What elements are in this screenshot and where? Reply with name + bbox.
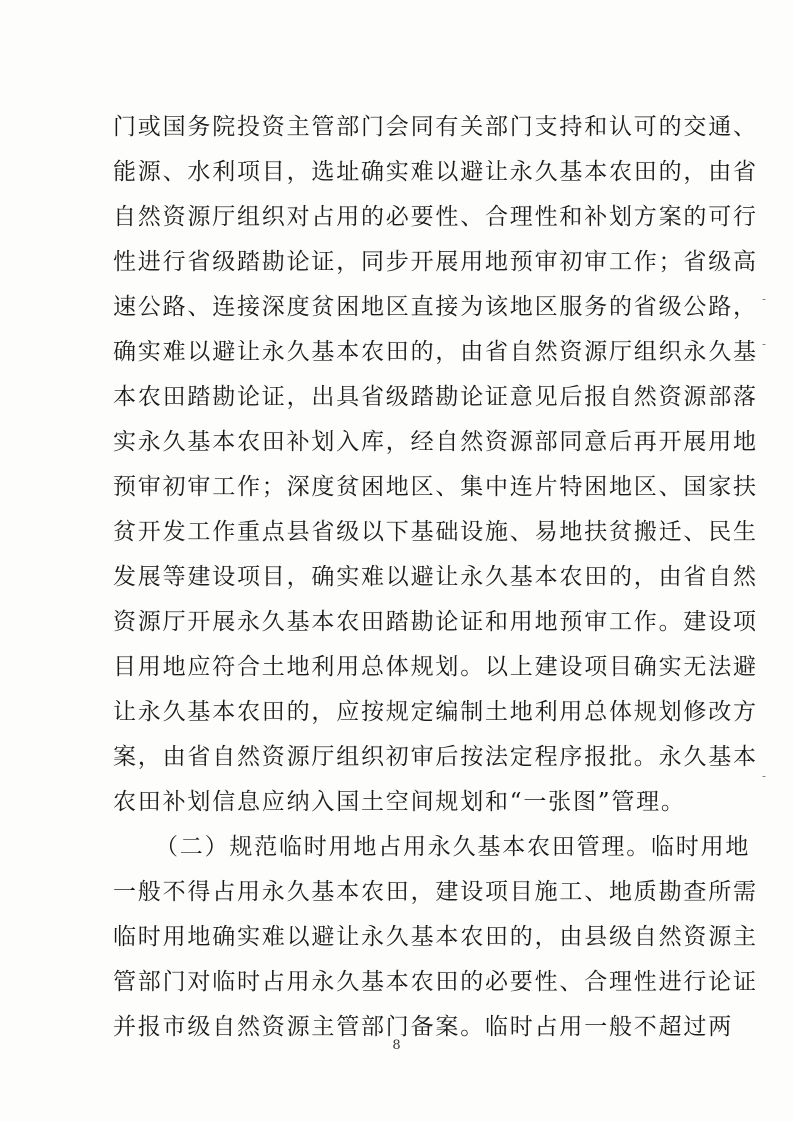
text-line: 能源、水利项目，选址确实难以避让永久基本农田的，由省 xyxy=(113,159,758,185)
text-line: 门或国务院投资主管部门会同有关部门支持和认可的交通、 xyxy=(113,114,758,140)
text-line: 管部门对临时占用永久基本农田的必要性、合理性进行论证 xyxy=(113,969,758,995)
text-line: 一般不得占用永久基本农田，建设项目施工、地质勘查所需 xyxy=(113,879,758,905)
text-line: 确实难以避让永久基本农田的，由省自然资源厅组织永久基 xyxy=(113,339,758,365)
text-line: 临时用地确实难以避让永久基本农田的，由县级自然资源主 xyxy=(113,924,758,950)
text-line: 资源厅开展永久基本农田踏勘论证和用地预审工作。建设项 xyxy=(113,609,758,635)
text-line: 发展等建设项目，确实难以避让永久基本农田的，由省自然 xyxy=(113,564,758,590)
text-line: 案，由省自然资源厅组织初审后按法定程序报批。永久基本 xyxy=(113,744,758,770)
text-line: 目用地应符合土地利用总体规划。以上建设项目确实无法避 xyxy=(113,654,758,680)
text-line: 速公路、连接深度贫困地区直接为该地区服务的省级公路， xyxy=(113,294,758,320)
margin-mark: - xyxy=(762,292,767,306)
text-line: 并报市级自然资源主管部门备案。临时占用一般不超过两 xyxy=(113,1014,733,1040)
text-line: 贫开发工作重点县省级以下基础设施、易地扶贫搬迁、民生 xyxy=(113,519,758,545)
text-line: 自然资源厅组织对占用的必要性、合理性和补划方案的可行 xyxy=(113,204,758,230)
margin-mark: - xyxy=(762,769,767,783)
margin-mark: - xyxy=(762,337,767,351)
section-heading-line: （二）规范临时用地占用永久基本农田管理。临时用地 xyxy=(155,834,751,860)
text-line: 让永久基本农田的，应按规定编制土地利用总体规划修改方 xyxy=(113,699,758,725)
text-line: 实永久基本农田补划入库，经自然资源部同意后再开展用地 xyxy=(113,429,758,455)
text-line: 本农田踏勘论证，出具省级踏勘论证意见后报自然资源部落 xyxy=(113,384,758,410)
page-number: 8 xyxy=(392,1038,401,1053)
text-line: 性进行省级踏勘论证，同步开展用地预审初审工作；省级高 xyxy=(113,249,758,275)
text-line: 农田补划信息应纳入国土空间规划和“一张图”管理。 xyxy=(113,789,686,815)
text-line: 预审初审工作；深度贫困地区、集中连片特困地区、国家扶 xyxy=(113,474,758,500)
